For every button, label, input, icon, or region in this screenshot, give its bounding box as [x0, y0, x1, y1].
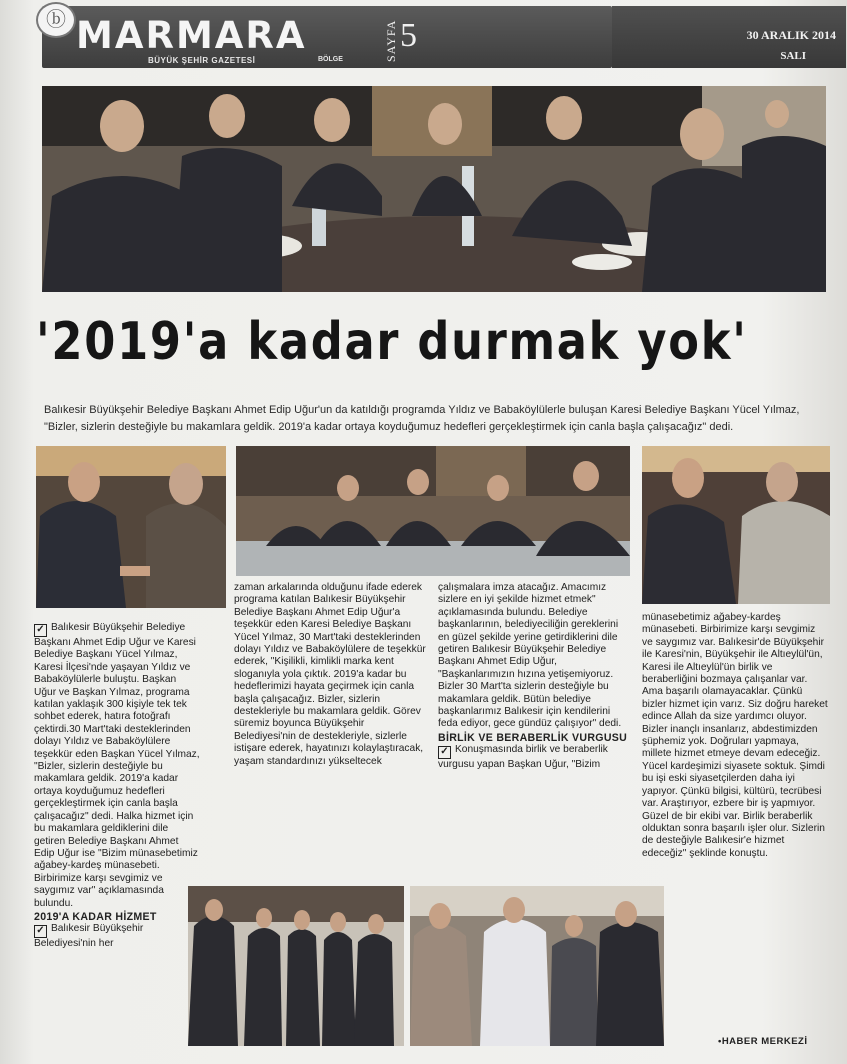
- logo-icon: ⓑ: [36, 2, 76, 38]
- column-4: [642, 612, 828, 860]
- date-panel: [612, 6, 846, 68]
- lead-paragraph: Balıkesir Büyükşehir Belediye Başkanı Ahmet Edip Uğur'un da katıldığı programda Yıldız ve Babaköylülerle buluşan Karesi Belediye Başkanı Yücel Yılmaz, "Bizler, sizlerin desteğiyle bu makamlara geldik. 2019'a kadar ortaya koyduğumuz hedefleri gerçekleştirmek için canla başla çalışacağız" dedi.: [44, 404, 800, 433]
- headline: '2019'a kadar durmak yok': [36, 312, 748, 372]
- column-1-text-2: Balıkesir Büyükşehir Belediyesi'nin her: [34, 923, 144, 950]
- photo-handshake-right: [642, 446, 830, 604]
- page-number: 5: [400, 17, 417, 54]
- photo-crowd-right-image: [410, 886, 664, 1046]
- column-3-text-2: Konuşmasında birlik ve beraberlik vurgusu yapan Başkan Uğur, "Bizim: [438, 744, 608, 771]
- brand-tagline: BÜYÜK ŞEHİR GAZETESİ: [148, 56, 256, 65]
- column-1-text-1: Balıkesir Büyükşehir Belediye Başkanı Ahmet Edip Uğur ve Karesi Belediye Başkanı Yücel Yılmaz, Karesi İlçesi'nde yaşayan Yıldız ve Babaköylülerle buluştu. Başkan Uğur ve Başkan Yılmaz, programa katılan yaklaşık 300 kişiyle tek tek sohbet ederek, hatıra fotoğrafı çektirdi.30 Mart'taki desteklerinden dolayı Yıldız ve Babaköylülere teşekkür eden Başkan Yücel Yılmaz, "Bizler, sizlerin desteğiyle bu makamlara geldik. 2019'a kadar ortaya koyduğumuz hedefleri gerçekleştirmek için canla başla çalışacağız" dedi. Halka hizmet için bu makamlara geldiklerini dile getiren Belediye Başkanı Ahmet Edip Uğur ise "Bizim münasebetimiz ağabey-kardeş münasebeti. Birbirimize karşı sevgimiz ve saygımız var" açıklamasında bulundu.: [34, 622, 200, 909]
- page-label: SAYFA: [384, 19, 398, 62]
- photo-table-middle-image: [236, 446, 630, 576]
- byline: •HABER MERKEZİ: [718, 1036, 808, 1047]
- column-1: [34, 622, 200, 951]
- column-3-paragraph-2: [438, 744, 628, 771]
- column-3-text-1: çalışmalara imza atacağız. Amacımız sizlere en iyi şekilde hizmet etmek" açıklamasında bulundu. Belediye başkanlarının, belediyeciliğin gereklerini en güzel şekilde yerine getirdiklerini dile getiren Balıkesir Büyükşehir Belediye Başkanı Ahmet Edip Uğur, "Başkanlarımızın hızına yetişemiyoruz. Bizler 30 Mart'ta sizlerin desteğiyle bu makamlara geldik. Bütün belediye başkanlarımız Balıkesir için kendilerini feda ediyor, gece gündüz çalışıyor" dedi.: [438, 582, 622, 730]
- photo-table-middle: [236, 446, 630, 576]
- issue-date: 30 ARALIK 2014: [746, 28, 836, 42]
- column-1-paragraph-1: [34, 622, 200, 910]
- photo-crowd-right: [410, 886, 664, 1046]
- photo-crowd-left: [188, 886, 404, 1046]
- top-photo-image: [42, 86, 826, 292]
- column-4-text: münasebetimiz ağabey-kardeş münasebeti. Birbirimize karşı sevgimiz ve saygımız var. Balıkesir'de Büyükşehir ile Karesi'nin, Büyükşehir ile Altıeylül'ün, Karesi ile Altıeylül'ün birlik ve beraberliğini bozmaya çalışanlar var. Ama başarılı olamayacaklar. Çünkü bizler hizmet için varız. Siz doğru hareket edince Allah da size yardımcı oluyor. Bizler inançlı insanlarız, abdestimizden şüphemiz yok. Doğruları yapmaya, millete hizmet etmeye devam edeceğiz. Yücel kardeşimizi siyasete soktuk. Şimdi bu işi eski siyasetçilerden daha iyi yapıyor. Çünkü bilgisi, kültürü, tecrübesi var. Araştırıyor, ezbere bir iş yapmıyor. Güzel de bir ekibi var. Birlik beraberlik olduktan sonra başarılı işler olur. Sizlerin de desteğiyle Balıkesir'e hizmet edeceğiz" şeklinde konuştu.: [642, 612, 828, 859]
- photo-handshake-left: [36, 446, 226, 608]
- brand-name: MARMARA: [76, 14, 307, 57]
- photo-crowd-left-image: [188, 886, 404, 1046]
- issue-day: SALI: [780, 50, 806, 62]
- top-photo: [42, 86, 826, 292]
- checkbox-icon: ✓: [34, 925, 47, 938]
- column-3: [438, 582, 628, 772]
- photo-handshake-right-image: [642, 446, 830, 604]
- column-2: [234, 582, 426, 768]
- region-label: BÖLGE: [318, 56, 343, 63]
- subhead-birlik: BİRLİK VE BERABERLİK VURGUSU: [438, 731, 628, 744]
- masthead: [42, 6, 612, 68]
- column-1-paragraph-2: [34, 923, 200, 950]
- checkbox-icon: ✓: [438, 746, 451, 759]
- photo-handshake-left-image: [36, 446, 226, 608]
- column-2-text: zaman arkalarında olduğunu ifade ederek programa katılan Balıkesir Büyükşehir Belediye Başkanı Ahmet Edip Uğur'a teşekkür eden Karesi Belediye Başkanı Yücel Yılmaz, 30 Mart'taki desteklerinden dolayı Yıldız ve Babaköylülere de teşekkür ederek, "Kişilikli, kimlikli marka kent sloganıyla yola çıktık. 2019'a kadar bu hedeflerimizi hayata geçirmek için canla başla çalışacağız. Bizler, sizlerin destekleriyle bu makamlara geldik. Görev süremiz boyunca Büyükşehir Belediyesi'nin de destekleriyle, sizlerle istişare ederek, hayatınızı kolaylaştıracak, yaşam standardınızı yükseltecek: [234, 582, 426, 767]
- checkbox-icon: ✓: [34, 624, 47, 637]
- subhead-2019: 2019'A KADAR HİZMET: [34, 910, 157, 923]
